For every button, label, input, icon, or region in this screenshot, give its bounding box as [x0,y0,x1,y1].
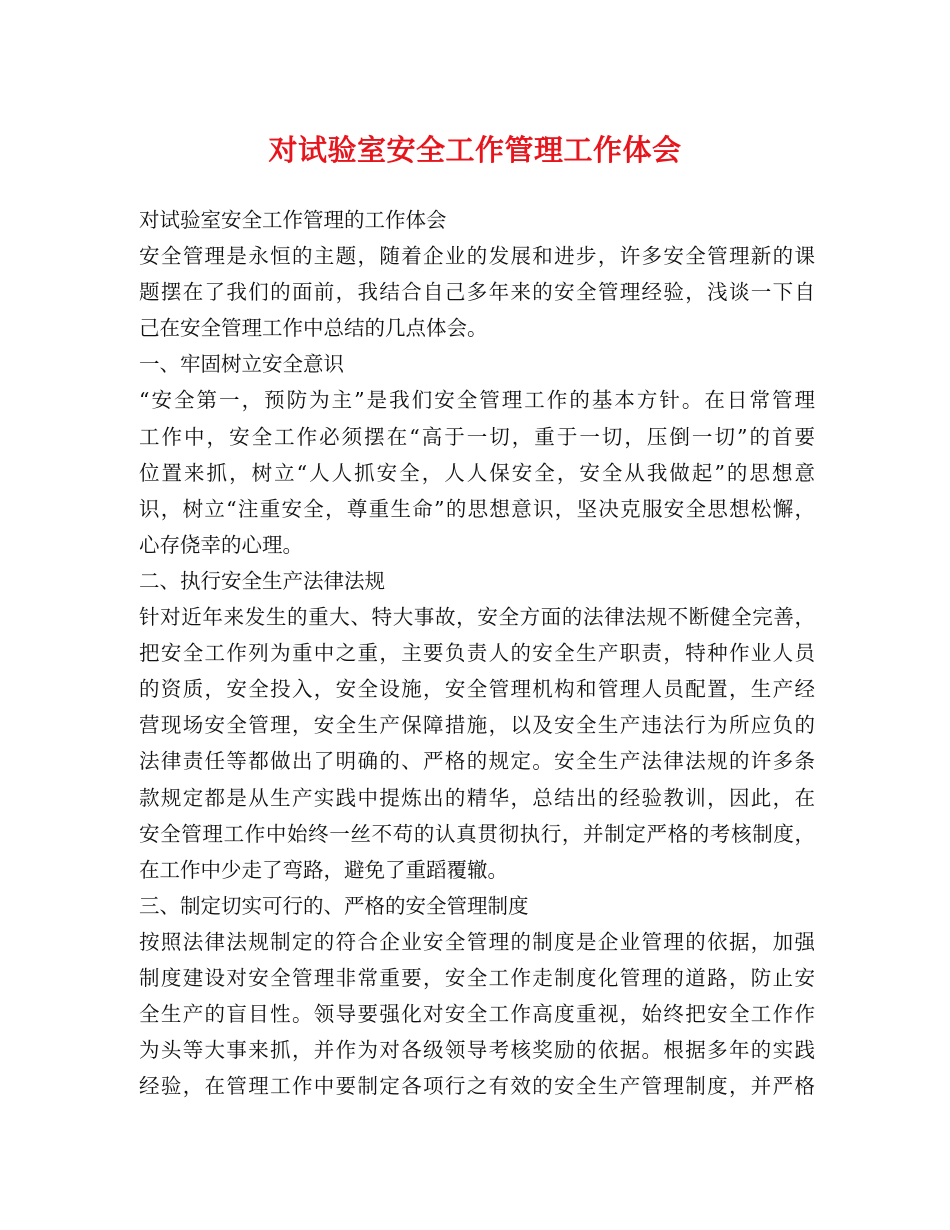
body-line: 工作中，安全工作必须摆在“高于一切，重于一切，压倒一切”的首要 [139,424,815,449]
body-line: “安全第一，预防为主”是我们安全管理工作的基本方针。在日常管理 [139,388,815,413]
body-line: 在工作中少走了弯路，避免了重蹈覆辙。 [139,857,508,882]
body-line: 经验，在管理工作中要制定各项行之有效的安全生产管理制度，并严格 [139,1074,815,1099]
body-line: 针对近年来发生的重大、特大事故，安全方面的法律法规不断健全完善， [139,605,815,630]
body-line: 二、执行安全生产法律法规 [139,568,385,593]
body-line: 法律责任等都做出了明确的、严格的规定。安全生产法律法规的许多条 [139,749,815,774]
body-line: 位置来抓，树立“人人抓安全，人人保安全，安全从我做起”的思想意 [139,460,815,485]
body-line: 款规定都是从生产实践中提炼出的精华，总结出的经验教训，因此，在 [139,785,815,810]
body-line: 制度建设对安全管理非常重要，安全工作走制度化管理的道路，防止安 [139,965,815,990]
body-line: 的资质，安全投入，安全设施，安全管理机构和管理人员配置，生产经 [139,677,815,702]
document-title: 对试验室安全工作管理工作体会 [268,133,682,167]
body-line: 一、牢固树立安全意识 [139,352,344,377]
body-line: 安全管理工作中始终一丝不苟的认真贯彻执行，并制定严格的考核制度， [139,821,815,846]
body-line: 题摆在了我们的面前，我结合自己多年来的安全管理经验，浅谈一下自 [139,280,815,305]
body-line: 三、制定切实可行的、严格的安全管理制度 [139,893,529,918]
body-line: 全生产的盲目性。领导要强化对安全工作高度重视，始终把安全工作作 [139,1002,815,1027]
body-line: 为头等大事来抓，并作为对各级领导考核奖励的依据。根据多年的实践 [139,1038,815,1063]
body-line: 对试验室安全工作管理的工作体会 [139,208,447,232]
body-line: 安全管理是永恒的主题，随着企业的发展和进步，许多安全管理新的课 [139,244,815,269]
body-line: 识，树立“注重安全，尊重生命”的思想意识，坚决克服安全思想松懈， [139,496,815,521]
body-line: 心存侥幸的心理。 [139,532,303,557]
body-line: 把安全工作列为重中之重，主要负责人的安全生产职责，特种作业人员 [139,641,815,666]
document-body [139,202,815,1104]
body-line: 己在安全管理工作中总结的几点体会。 [139,316,488,341]
body-line: 按照法律法规制定的符合企业安全管理的制度是企业管理的依据，加强 [139,929,815,954]
body-line: 营现场安全管理，安全生产保障措施，以及安全生产违法行为所应负的 [139,713,815,738]
